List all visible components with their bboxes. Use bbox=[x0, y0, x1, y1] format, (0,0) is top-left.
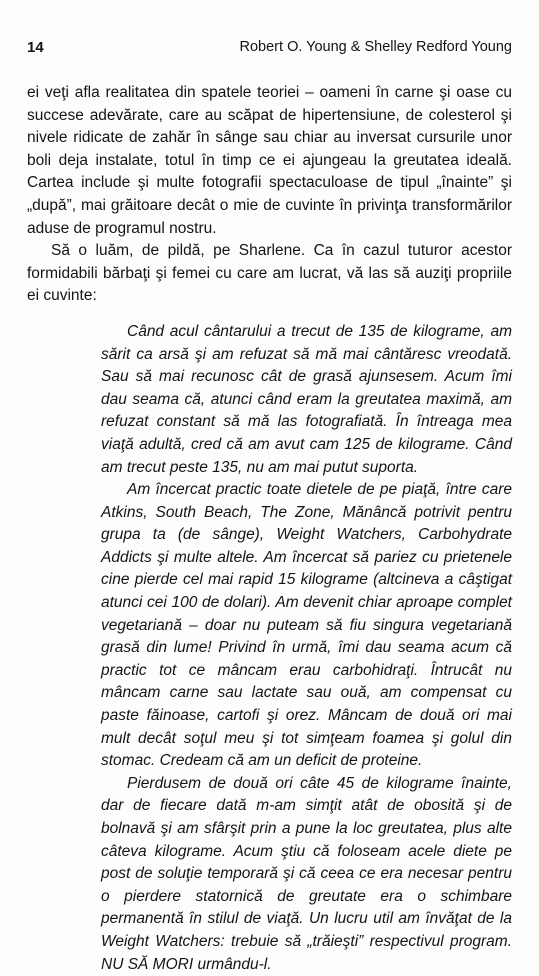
quote-paragraph-1: Când acul cântarului a trecut de 135 de kilograme, am sărit ca arsă şi am refuzat să mă mai cântăresc vreodată. Sau să mai recunosc cât de grasă ajunsesem. Acum îmi dau seama că, atunci când eram la greutatea maximă, am refuzat constant să mă las fotografiată. În întreaga mea viaţă adultă, cred că am avut cam 125 de kilograme. Când am trecut peste 135, nu am mai putut suporta. bbox=[101, 322, 512, 476]
quote-paragraph-2: Am încercat practic toate dietele de pe piaţă, între care Atkins, South Beach, The Zone, Mănâncă potrivit pentru grupa ta (de sânge), Weight Watchers, Carbohydrate Addicts şi multe altele. Am încercat să pariez cu prietenele cine pierde cel mai rapid 15 kilograme (altcineva a câştigat atunci cei 100 de dolari). Am devenit chiar aproape complet vegetariană – doar nu puteam să fiu singura vegetariană grasă din lume! Privind în urmă, îmi dau seama acum că practic tot ce mâncam erau carbohidraţi. Întrucât nu mâncam carne sau lactate sau ouă, am compensat cu paste făinoase, cartofi şi orez. Mâncam de două ori mai mult decât soţul meu şi tot simţeam foamea şi golul din stomac. Credeam că am un deficit de proteine. bbox=[101, 481, 512, 770]
running-head: Robert O. Young & Shelley Redford Young bbox=[239, 39, 512, 55]
page-number: 14 bbox=[27, 39, 44, 56]
page-header bbox=[27, 39, 512, 61]
body-text bbox=[27, 82, 512, 976]
body-paragraph-2: Să o luăm, de pildă, pe Sharlene. Ca în cazul tuturor acestor formidabili bărbaţi şi femei cu care am lucrat, vă las să auziţi propriile ei cuvinte: bbox=[27, 242, 512, 305]
body-paragraph-1: ei veţi afla realitatea din spatele teoriei – oameni în carne şi oase cu succese adevărate, care au scăpat de hipertensiune, de colesterol şi nivele ridicate de zahăr în sânge sau chiar au inversat cursurile unor boli deja instalate, totul în timp ce ei ajungeau la greutatea ideală. Cartea include şi multe fotografii spectaculoase de tipul „înainte” şi „după”, mai grăitoare decât o mie de cuvinte în privinţa transformărilor aduse de programul nostru. bbox=[27, 84, 512, 237]
testimonial-quote bbox=[101, 321, 512, 976]
quote-paragraph-3: Pierdusem de două ori câte 45 de kilograme înainte, dar de fiecare dată m-am simţit atât de obosită şi de bolnavă şi am sfârşit prin a pune la loc greutatea, plus alte câteva kilograme. Acum ştiu că foloseam acele diete pe post de soluţie temporară şi că ceea ce era necesar pentru o pierdere statornică de greutate era o schimbare permanentă în stilul de viaţă. Un lucru util am învăţat de la Weight Watchers: trebuie să „trăieşti” respectivul program. NU SĂ MORI urmându-l. bbox=[101, 774, 512, 973]
